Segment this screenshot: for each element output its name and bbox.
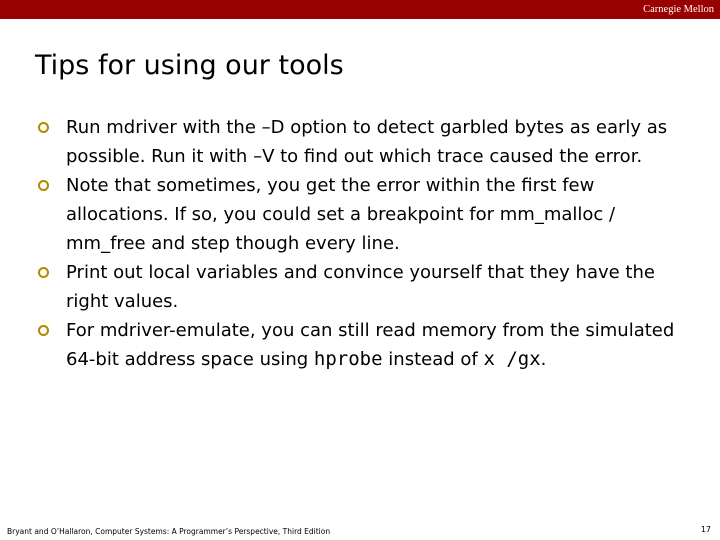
bullet-text-part: For mdriver-emulate, you can still read memory from the simulated 64-bit address space using xyxy=(66,320,675,370)
footer-citation: Bryant and O’Hallaron, Computer Systems: A Programmer’s Perspective, Third Edition xyxy=(7,527,331,536)
bullet-circle-icon xyxy=(38,180,49,191)
bullet-circle-icon xyxy=(38,122,49,133)
code-x-gx: x /gx xyxy=(483,348,541,370)
bullet-item xyxy=(38,113,678,171)
code-hprobe: hprobe xyxy=(313,348,383,370)
bullet-circle-icon xyxy=(38,325,49,336)
page-number: 17 xyxy=(700,525,711,534)
bullet-text: Note that sometimes, you get the error within the first few allocations. If so, you could set a breakpoint for mm_malloc / mm_free and step though every line. xyxy=(66,175,616,254)
bullet-item xyxy=(38,258,678,316)
bullet-item xyxy=(38,316,678,374)
brand-name: Carnegie Mellon xyxy=(643,4,714,15)
bullet-item xyxy=(38,171,678,258)
bullet-list xyxy=(38,113,678,374)
bullet-text-part: instead of xyxy=(382,349,484,370)
bullet-text: Print out local variables and convince yourself that they have the right values. xyxy=(66,262,655,312)
bullet-text-part: . xyxy=(540,349,547,370)
slide-title: Tips for using our tools xyxy=(35,50,344,81)
bullet-circle-icon xyxy=(38,267,49,278)
header-bar xyxy=(0,0,720,19)
bullet-text: Run mdriver with the –D option to detect garbled bytes as early as possible. Run it with –V to find out which trace caused the error. xyxy=(66,117,668,167)
